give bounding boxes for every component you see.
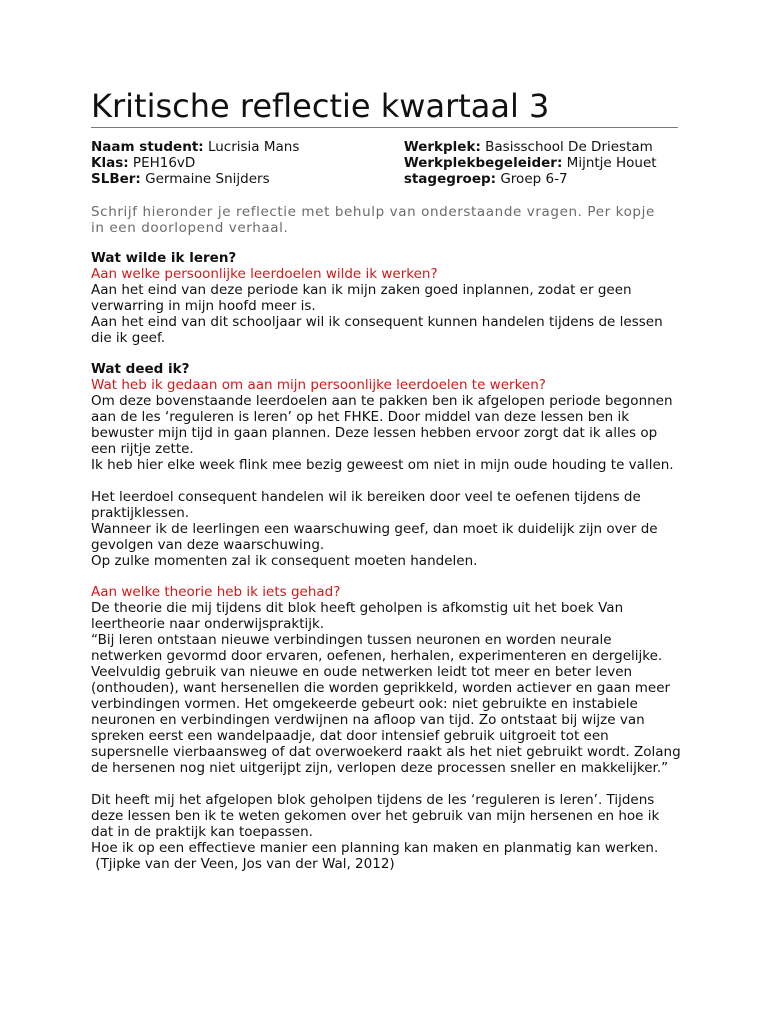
paragraph: Om deze bovenstaande leerdoelen aan te pakken ben ik afgelopen periode begonnen aan de les ‘reguleren is leren’ op het FHKE. Door middel van deze lessen ben ik bewuster mijn tijd in gaan plannen. Deze lessen hebben ervoor zorgt dat ik alles op een rijtje zette. — [91, 392, 677, 457]
section-learning-goals — [91, 250, 681, 346]
paragraph: Aan het eind van deze periode kan ik mijn zaken goed inplannen, zodat er geen verwarring in mijn hoofd meer is. — [91, 281, 636, 314]
paragraph: De theorie die mij tijdens dit blok heeft geholpen is afkomstig uit het boek Van leertheorie naar onderwijspraktijk. — [91, 599, 628, 632]
section-what-i-did — [91, 361, 681, 569]
student-name-label: Naam student: — [91, 139, 204, 155]
supervisor-row — [404, 155, 681, 171]
title-divider — [91, 127, 678, 128]
workplace-row — [404, 139, 681, 155]
student-info-left — [91, 139, 404, 187]
student-info-right — [404, 139, 681, 187]
class-row — [91, 155, 404, 171]
instruction-text: Schrijf hieronder je reflectie met behulp van onderstaande vragen. Per kopje in een doorlopend verhaal. — [91, 204, 655, 236]
workplace-value: Basisschool De Driestam — [480, 139, 653, 155]
quote-paragraph: “Bij leren ontstaan nieuwe verbindingen tussen neuronen en worden neurale netwerken gevormd door ervaren, oefenen, herhalen, experimenteren en dergelijke. Veelvuldig gebruik van nieuwe en oude netwerken leidt tot meer en beter leven (onthouden), want hersenellen die worden geprikkeld, worden actiever en gaan meer verbindingen vormen. Het omgekeerde gebeurt ook: niet gebruikte en instabiele neuronen en verbindingen verdwijnen na afloop van tijd. Zo ontstaat bij wijze van spreken eerst een wandelpaadje, dat door intensief gebruik uitgroeit tot een supersnelle vierbaansweg of dat overwoekerd raakt als het niet gebruikt wordt. Zolang de hersenen nog niet uitgerijpt zijn, verlopen deze processen sneller en makkelijker.” — [91, 631, 685, 776]
section-question: Aan welke persoonlijke leerdoelen wilde ik werken? — [91, 265, 438, 282]
paragraph: Op zulke momenten zal ik consequent moeten handelen. — [91, 552, 478, 569]
paragraph: Hoe ik op een effectieve manier een planning kan maken en planmatig kan werken. — [91, 839, 659, 856]
page-title: Kritische reflectie kwartaal 3 — [91, 87, 550, 125]
student-name-row — [91, 139, 404, 155]
slber-value: Germaine Snijders — [140, 171, 270, 187]
student-name-value: Lucrisia Mans — [203, 139, 300, 155]
internship-group-label: stagegroep: — [403, 171, 497, 187]
document-content — [91, 87, 685, 872]
student-info — [91, 139, 681, 187]
internship-group-row — [404, 171, 681, 187]
section-question: Aan welke theorie heb ik iets gehad? — [91, 583, 341, 600]
supervisor-value: Mijntje Houet — [562, 155, 657, 171]
section-theory — [91, 583, 685, 872]
paragraph: Ik heb hier elke week flink mee bezig geweest om niet in mijn oude houding te vallen. — [91, 456, 674, 473]
class-value: PEH16vD — [128, 155, 196, 171]
section-heading: Wat wilde ik leren? — [91, 249, 237, 266]
paragraph-spacer — [91, 473, 681, 489]
slber-label: SLBer: — [91, 171, 141, 187]
paragraph: Wanneer ik de leerlingen een waarschuwing geef, dan moet ik duidelijk zijn over de gevolgen van deze waarschuwing. — [91, 520, 662, 553]
citation: (Tjipke van der Veen, Jos van der Wal, 2012) — [91, 855, 395, 872]
class-label: Klas: — [91, 155, 129, 171]
workplace-label: Werkplek: — [403, 139, 481, 155]
section-heading: Wat deed ik? — [91, 360, 190, 377]
paragraph: Aan het eind van dit schooljaar wil ik consequent kunnen handelen tijdens de lessen die ik geef. — [91, 313, 667, 346]
paragraph-spacer — [91, 776, 681, 792]
supervisor-label: Werkplekbegeleider: — [403, 155, 563, 171]
slber-row — [91, 171, 404, 187]
internship-group-value: Groep 6-7 — [496, 171, 568, 187]
section-question: Wat heb ik gedaan om aan mijn persoonlijke leerdoelen te werken? — [91, 376, 546, 393]
paragraph: Dit heeft mij het afgelopen blok geholpen tijdens de les ‘reguleren is leren’. Tijdens deze lessen ben ik te weten gekomen over het gebruik van mijn hersenen en hoe ik dat in de praktijk kan toepassen. — [91, 791, 664, 840]
paragraph: Het leerdoel consequent handelen wil ik bereiken door veel te oefenen tijdens de praktijklessen. — [91, 488, 646, 521]
